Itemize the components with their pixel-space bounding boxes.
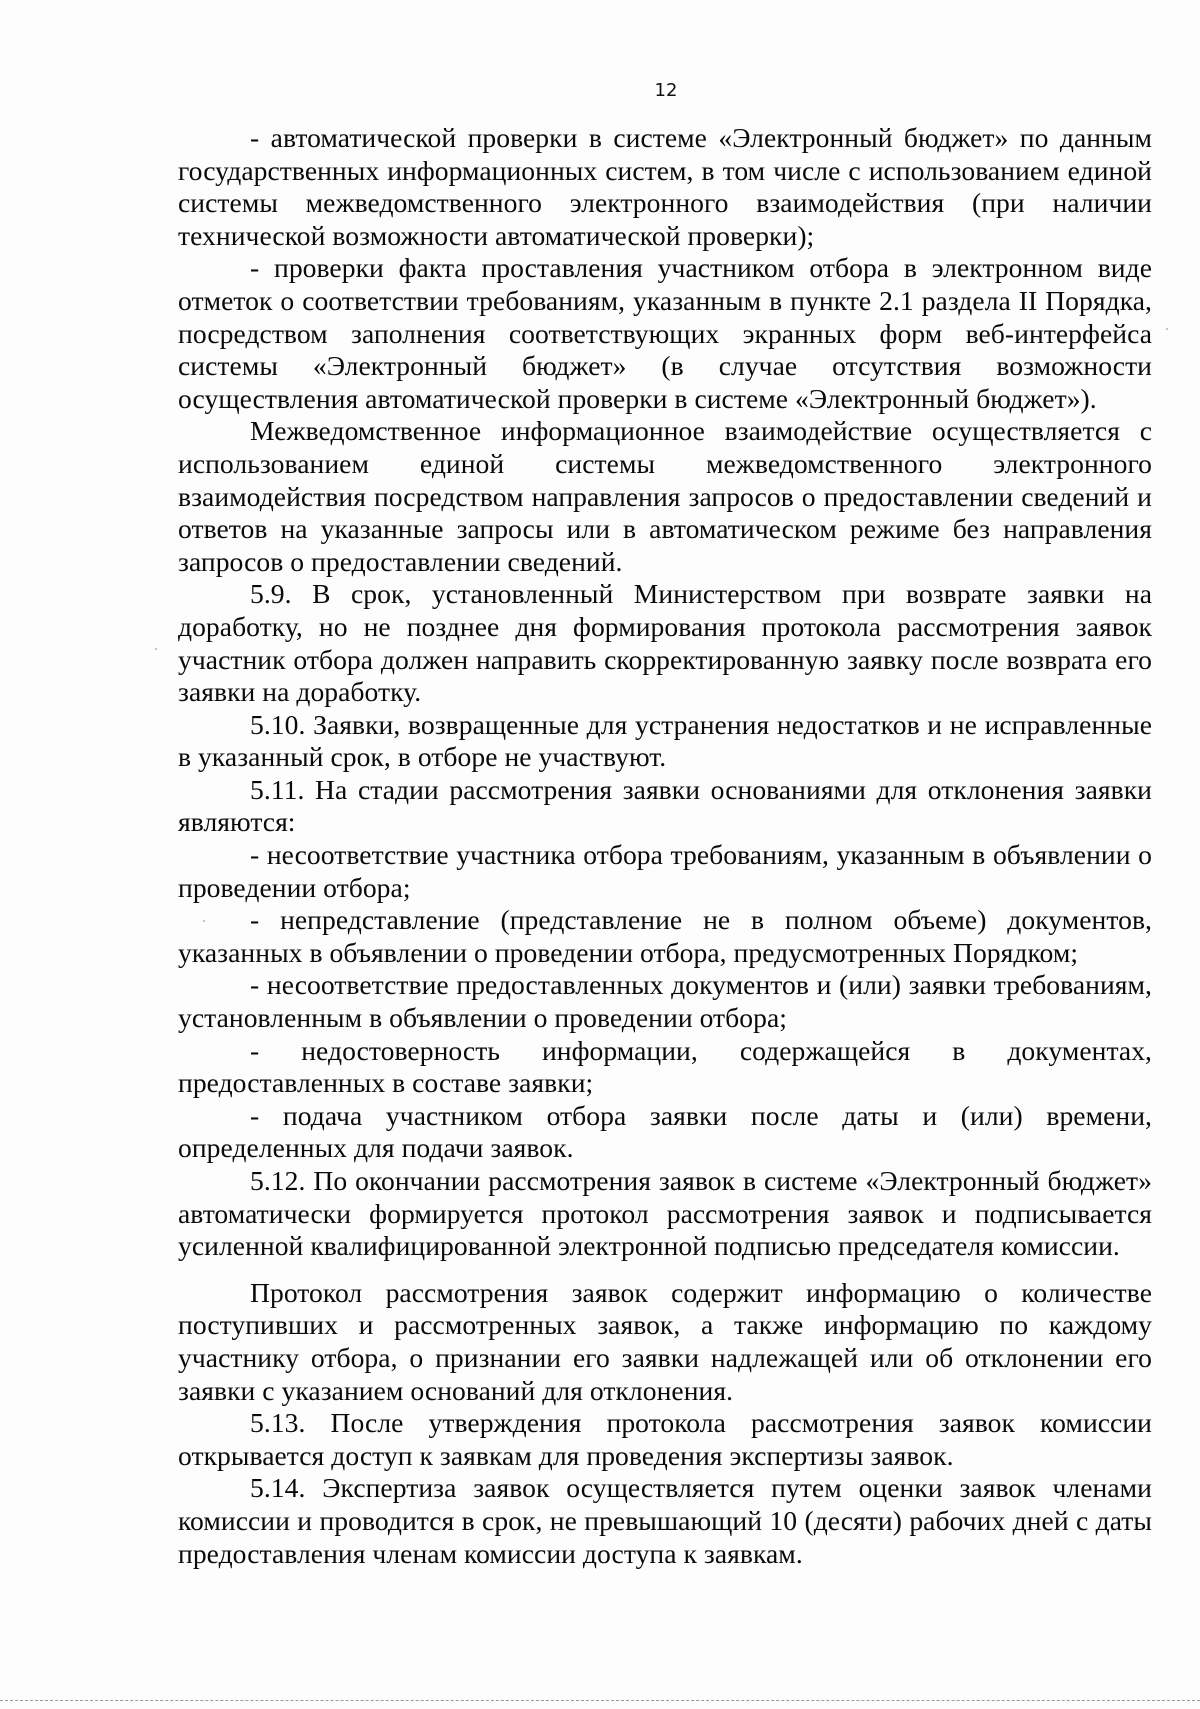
paragraph-5-14: 5.14. Экспертиза заявок осуществляется путем оценки заявок членами комиссии и проводится в срок, не превышающий 10 (десяти) рабочих дней с даты предоставления членам комиссии доступа к заявкам. [178,1472,1152,1569]
paragraph-marks-check: - проверки факта проставления участником отбора в электронном виде отметок о соответствии требованиям, указанным в пункте 2.1 раздела II Порядка, посредством заполнения соответствующих экранных форм веб-интерфейса системы «Электронный бюджет» (в случае отсутствия возможности осуществления автоматической проверки в системе «Электронный бюджет»). [178,252,1152,414]
scan-edge-line [0,1700,1200,1701]
list-item-nonconformity: - несоответствие участника отбора требованиям, указанным в объявлении о проведении отбора; [178,839,1152,903]
paragraph-5-10: 5.10. Заявки, возвращенные для устранения недостатков и не исправленные в указанный срок, в отборе не участвуют. [178,708,1152,773]
scan-speck [203,920,205,922]
list-item-late-submission: - подача участником отбора заявки после даты и (или) времени, определенных для подачи заявок. [178,1099,1152,1164]
paragraph-5-11: 5.11. На стадии рассмотрения заявки основаниями для отклонения заявки являются: [178,773,1152,838]
paragraph-protocol: Протокол рассмотрения заявок содержит информацию о количестве поступивших и рассмотренных заявок, а также информацию по каждому участнику отбора, о признании его заявки надлежащей или об отклонении его заявки с указанием оснований для отклонения. [178,1276,1152,1406]
page-number: 12 [654,80,678,101]
scan-speck [155,648,157,650]
paragraph-5-12: 5.12. По окончании рассмотрения заявок в системе «Электронный бюджет» автоматически формируется протокол рассмотрения заявок и подписывается усиленной квалифицированной электронной подписью председателя комиссии. [178,1165,1152,1262]
paragraph-5-9: 5.9. В срок, установленный Министерством при возврате заявки на доработку, но не позднее дня формирования протокола рассмотрения заявок участник отбора должен направить скорректированную заявку после возврата его заявки на доработку. [178,578,1152,708]
list-item-documents-mismatch: - несоответствие предоставленных документов и (или) заявки требованиям, установленным в объявлении о проведении отбора; [178,969,1152,1034]
paragraph-5-13: 5.13. После утверждения протокола рассмотрения заявок комиссии открывается доступ к заявкам для проведения экспертизы заявок. [178,1407,1152,1471]
paragraph-auto-check: - автоматической проверки в системе «Электронный бюджет» по данным государственных информационных систем, в том числе с использованием единой системы межведомственного электронного взаимодействия (при наличии технической возможности автоматической проверки); [178,122,1152,251]
list-item-unreliable-info: - недостоверность информации, содержащейся в документах, предоставленных в составе заявки; [178,1034,1152,1099]
paragraph-interagency: Межведомственное информационное взаимодействие осуществляется с использованием единой системы межведомственного электронного взаимодействия посредством направления запросов о предоставлении сведений и ответов на указанные запросы или в автоматическом режиме без направления запросов о предоставлении сведений. [178,415,1152,577]
scan-speck [1166,328,1168,330]
list-item-nonsubmission: - непредставление (представление не в полном объеме) документов, указанных в объявлении о проведении отбора, предусмотренных Порядком; [178,904,1152,968]
document-body [178,122,1152,1570]
